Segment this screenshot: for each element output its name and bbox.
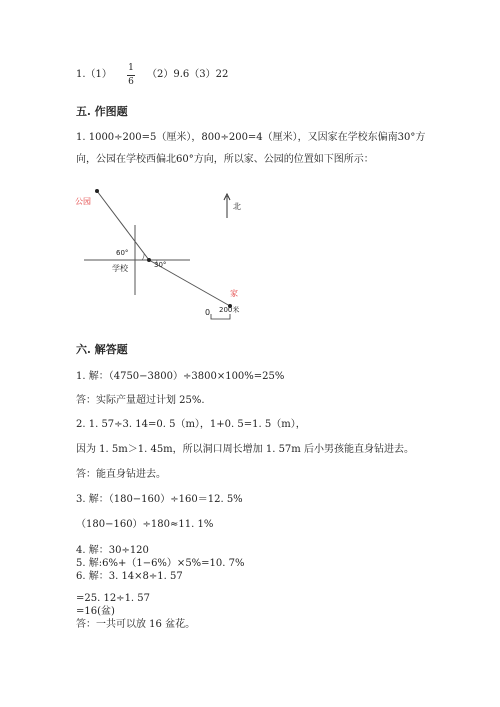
angle-60-arc [142,254,144,260]
park-label: 公园 [75,197,91,206]
answer-1-rest: （2）9.6（3）22 [147,69,229,80]
solution-line: 2. 1. 57÷3. 14=0. 5（m），1+0. 5=1. 5（m）， [76,419,306,430]
section-6-title: 六. 解答题 [76,343,128,356]
home-label: 家 [230,289,238,298]
solution-line: 5. 解:6%+（1−6%）×5%=10. 7% [76,558,245,569]
solution-line: 4. 解：30÷120 [76,545,149,556]
school-label: 学校 [112,264,128,273]
solution-line: 因为 1. 5m＞1. 45m，所以洞口周长增加 1. 57m 后小男孩能直身钻进去。 [76,444,414,455]
fraction-numerator: 1 [128,63,134,73]
solution-line: 1. 解：（4750−3800）÷3800×100%=25% [76,371,285,382]
park-point [95,189,99,193]
school-point [147,258,151,262]
answer-1-prefix: 1.（1） [76,69,112,80]
solution-line: 答：能直身钻进去。 [76,469,166,480]
scale-zero-label: 0 [205,308,211,317]
solution-line: 6. 解：3. 14×8÷1. 57 [76,571,183,582]
angle-30-label: 30° [154,261,167,269]
solution-line: 答：一共可以放 16 盆花。 [76,619,196,630]
section-5-line-2: 向，公园在学校西偏北60°方向，所以家、公园的位置如下图所示： [76,154,374,165]
angle-60-label: 60° [116,249,129,257]
solution-line: =16(盆) [76,606,115,617]
scale-value-label: 200米 [219,306,240,314]
fraction-denominator: 6 [128,77,134,87]
section-5-line-1: 1. 1000÷200=5（厘米），800÷200=4（厘米），又因家在学校东偏南30°方 [76,132,426,143]
solution-line: （180−160）÷180≈11. 1% [76,519,214,530]
solution-line: 3. 解：（180−160）÷160＝12. 5% [76,494,243,505]
solution-line: =25. 12÷1. 57 [76,593,151,604]
scale-bar [211,314,230,319]
section-5-title: 五. 作图题 [76,105,128,118]
north-label: 北 [233,202,241,211]
solution-line: 答：实际产量超过计划 25%. [76,395,205,406]
